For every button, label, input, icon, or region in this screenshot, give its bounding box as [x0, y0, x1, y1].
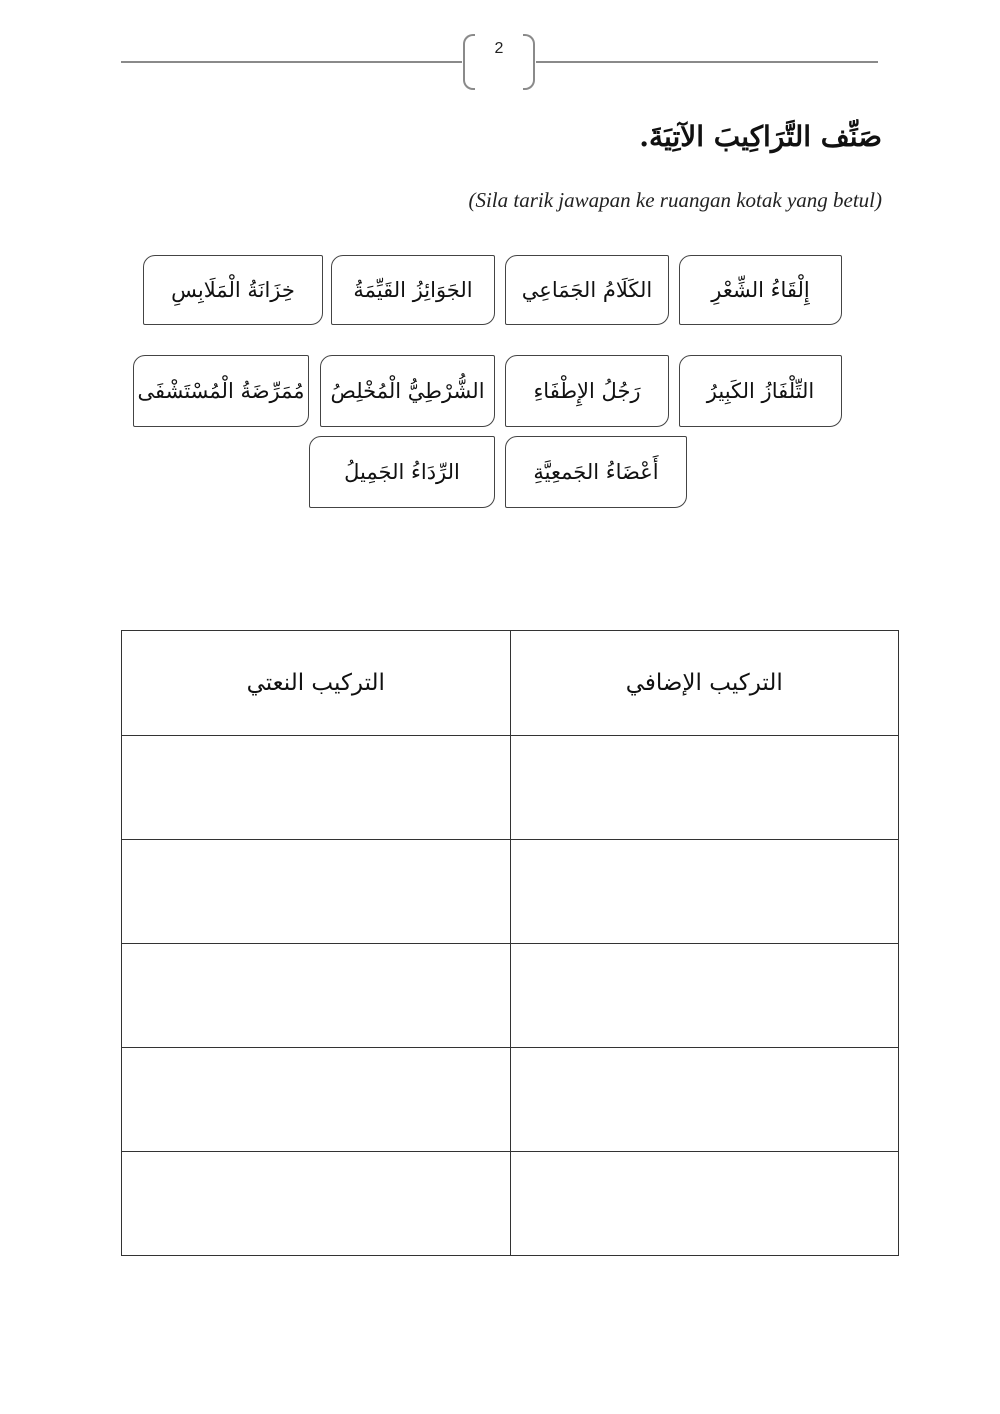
exercise-title: صَنِّف التَّرَاكِيبَ الآتِيَةَ.	[639, 120, 882, 153]
classification-table	[121, 630, 899, 1256]
answer-tile[interactable]: إِلْقَاءُ الشِّعْرِ	[679, 255, 842, 325]
page-number-bracket-right	[523, 34, 535, 90]
answer-tile[interactable]: أَعْضَاءُ الجَمعِيَّةِ	[505, 436, 687, 508]
drop-cell-naati[interactable]	[122, 1048, 511, 1152]
page-number-bracket-left	[463, 34, 475, 90]
drop-cell-idafi[interactable]	[510, 1152, 899, 1256]
table-row	[122, 1048, 899, 1152]
answer-tile[interactable]: الشُّرْطِيُّ الْمُخْلِصُ	[320, 355, 495, 427]
column-header-naati: التركيب النعتي	[122, 631, 511, 736]
drop-cell-naati[interactable]	[122, 840, 511, 944]
column-header-idafi: التركيب الإضافي	[510, 631, 899, 736]
answer-tile[interactable]: الجَوَائِزُ القَيِّمَةُ	[331, 255, 495, 325]
answer-tile[interactable]: رَجُلُ الإِطْفَاءِ	[505, 355, 669, 427]
drop-cell-naati[interactable]	[122, 1152, 511, 1256]
drop-cell-idafi[interactable]	[510, 840, 899, 944]
table-header-row	[122, 631, 899, 736]
drop-cell-naati[interactable]	[122, 944, 511, 1048]
drop-cell-idafi[interactable]	[510, 1048, 899, 1152]
table-row	[122, 840, 899, 944]
header-rule-left	[121, 61, 462, 63]
answer-tile[interactable]: خِزَانَةُ الْمَلَابِسِ	[143, 255, 323, 325]
table-row	[122, 736, 899, 840]
answer-tile[interactable]: الكَلَامُ الجَمَاعِي	[505, 255, 669, 325]
header-rule-right	[536, 61, 878, 63]
page-number: 2	[494, 40, 504, 57]
table-row	[122, 944, 899, 1048]
table-row	[122, 1152, 899, 1256]
answer-tile[interactable]: التِّلْفَازُ الكَبِيرُ	[679, 355, 842, 427]
drop-cell-idafi[interactable]	[510, 944, 899, 1048]
answer-tile[interactable]: الرِّدَاءُ الجَمِيلُ	[309, 436, 495, 508]
drop-cell-naati[interactable]	[122, 736, 511, 840]
exercise-instruction: (Sila tarik jawapan ke ruangan kotak yang betul)	[468, 188, 882, 212]
answer-tile[interactable]: مُمَرِّضَةُ الْمُسْتَشْفَى	[133, 355, 309, 427]
drop-cell-idafi[interactable]	[510, 736, 899, 840]
